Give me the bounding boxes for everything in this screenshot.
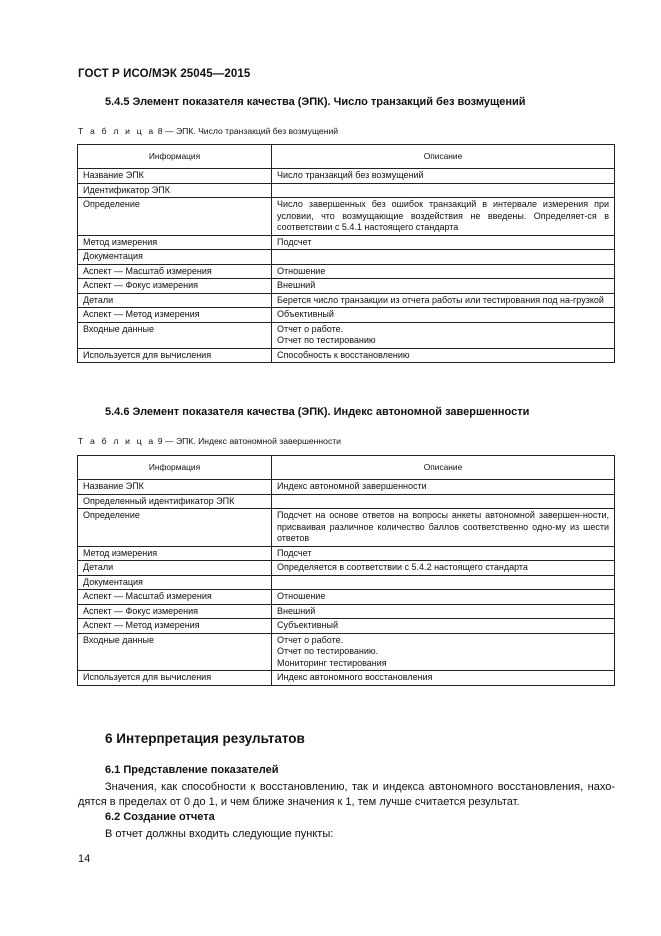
row-label: Аспект — Масштаб измерения — [78, 590, 272, 605]
table-row — [78, 671, 615, 686]
document-header: ГОСТ Р ИСО/МЭК 25045—2015 — [78, 68, 251, 80]
row-label: Входные данные — [78, 633, 272, 671]
row-label: Метод измерения — [78, 546, 272, 561]
table-row — [78, 575, 615, 590]
table-row — [78, 279, 615, 294]
description-line: Отчет по тестированию — [277, 335, 376, 345]
row-label: Название ЭПК — [78, 169, 272, 184]
table-9-caption-prefix: Т а б л и ц а — [78, 436, 156, 446]
table-9 — [77, 455, 615, 686]
table-row — [78, 590, 615, 605]
table-row — [78, 250, 615, 265]
table-row — [78, 546, 615, 561]
row-description — [272, 293, 615, 308]
row-description — [272, 183, 615, 198]
description-line: Берется число транзакции из отчета работы или тестирования под на-грузкой — [277, 294, 604, 305]
row-label: Входные данные — [78, 322, 272, 348]
section-6-1-paragraph: Значения, как способности к восстановлению, так и индекса автономного восстановления, нахо-дятся в пределах от 0 до 1, и чем ближе значения к 1, тем лучше считается результат. — [78, 781, 615, 808]
description-line: Отношение — [277, 591, 326, 601]
table-row — [78, 308, 615, 323]
table-row — [78, 619, 615, 634]
description-line: Подсчет на основе ответов на вопросы анкеты автономной завершен-ности, присваивая различное количество баллов соответственно одно-му из шести ответов — [277, 510, 609, 543]
row-description — [272, 633, 615, 671]
row-description — [272, 575, 615, 590]
description-line: Отчет по тестированию. — [277, 646, 379, 656]
row-description — [272, 279, 615, 294]
row-label: Детали — [78, 293, 272, 308]
description-line: Мониторинг тестирования — [277, 657, 387, 668]
row-label: Определение — [78, 509, 272, 547]
row-description — [272, 604, 615, 619]
row-description — [272, 509, 615, 547]
row-description — [272, 348, 615, 363]
row-label: Используется для вычисления — [78, 348, 272, 363]
table-header-row — [78, 145, 615, 169]
row-description — [272, 494, 615, 509]
row-label: Определение — [78, 198, 272, 236]
section-6-2-heading: 6.2 Создание отчета — [105, 811, 215, 823]
column-header-info: Информация — [78, 456, 272, 480]
description-line: Способность к восстановлению — [277, 349, 410, 360]
row-label: Определенный идентификатор ЭПК — [78, 494, 272, 509]
description-line: Субъективный — [277, 620, 339, 630]
row-label: Аспект — Масштаб измерения — [78, 264, 272, 279]
description-line: Отношение — [277, 265, 326, 276]
table-row — [78, 183, 615, 198]
description-line: Индекс автономного восстановления — [277, 672, 433, 682]
section-6-2-paragraph: В отчет должны входить следующие пункты: — [105, 828, 334, 840]
description-line: Внешний — [277, 280, 316, 290]
table-row — [78, 561, 615, 576]
row-description — [272, 480, 615, 495]
row-description — [272, 264, 615, 279]
table-header-row — [78, 456, 615, 480]
table-8-caption — [78, 126, 338, 136]
section-6-1-heading: 6.1 Представление показателей — [105, 764, 279, 776]
section-5-4-6-heading: 5.4.6 Элемент показателя качества (ЭПК). Индекс автономной завершенности — [105, 406, 530, 418]
table-row — [78, 480, 615, 495]
column-header-description: Описание — [272, 145, 615, 169]
row-description — [272, 322, 615, 348]
section-6-heading: 6 Интерпретация результатов — [105, 731, 305, 746]
row-label: Идентификатор ЭПК — [78, 183, 272, 198]
row-description — [272, 590, 615, 605]
column-header-description: Описание — [272, 456, 615, 480]
row-label: Документация — [78, 575, 272, 590]
table-row — [78, 293, 615, 308]
description-line: Индекс автономной завершенности — [277, 481, 427, 491]
table-9-caption-text: 9 — ЭПК. Индекс автономной завершенности — [155, 436, 341, 446]
row-description — [272, 250, 615, 265]
description-line: Определяется в соответствии с 5.4.2 настоящего стандарта — [277, 562, 528, 572]
column-header-info: Информация — [78, 145, 272, 169]
row-label: Аспект — Фокус измерения — [78, 279, 272, 294]
row-label: Название ЭПК — [78, 480, 272, 495]
row-description — [272, 308, 615, 323]
table-row — [78, 264, 615, 279]
table-row — [78, 169, 615, 184]
row-label: Аспект — Метод измерения — [78, 308, 272, 323]
table-row — [78, 198, 615, 236]
row-label: Метод измерения — [78, 235, 272, 250]
description-line: Подсчет — [277, 236, 312, 247]
table-row — [78, 348, 615, 363]
table-row — [78, 494, 615, 509]
table-row — [78, 509, 615, 547]
row-description — [272, 198, 615, 236]
description-line: Число транзакций без возмущений — [277, 170, 424, 180]
table-8 — [77, 144, 615, 363]
row-description — [272, 546, 615, 561]
table-row — [78, 604, 615, 619]
row-description — [272, 169, 615, 184]
table-9-caption — [78, 436, 341, 446]
table-8-caption-prefix: Т а б л и ц а — [78, 126, 156, 136]
table-row — [78, 633, 615, 671]
row-description — [272, 561, 615, 576]
row-label: Аспект — Метод измерения — [78, 619, 272, 634]
row-label: Документация — [78, 250, 272, 265]
row-description — [272, 671, 615, 686]
row-label: Детали — [78, 561, 272, 576]
section-5-4-5-heading: 5.4.5 Элемент показателя качества (ЭПК). Число транзакций без возмущений — [105, 96, 526, 108]
description-line: Отчет о работе. — [277, 634, 344, 645]
description-line: Объективный — [277, 309, 334, 319]
row-label: Аспект — Фокус измерения — [78, 604, 272, 619]
row-label: Используется для вычисления — [78, 671, 272, 686]
table-8-caption-text: 8 — ЭПК. Число транзакций без возмущений — [155, 126, 339, 136]
description-line: Отчет о работе. — [277, 323, 344, 334]
page-number: 14 — [78, 853, 91, 865]
table-row — [78, 322, 615, 348]
row-description — [272, 235, 615, 250]
description-line: Подсчет — [277, 547, 312, 558]
description-line: Число завершенных без ошибок транзакций в интервале измерения при условии, что возмущающие воздействия не введены. Определяет-ся в соответствии с 5.4.1 настоящего стандарта — [277, 199, 609, 232]
table-row — [78, 235, 615, 250]
row-description — [272, 619, 615, 634]
description-line: Внешний — [277, 605, 316, 616]
